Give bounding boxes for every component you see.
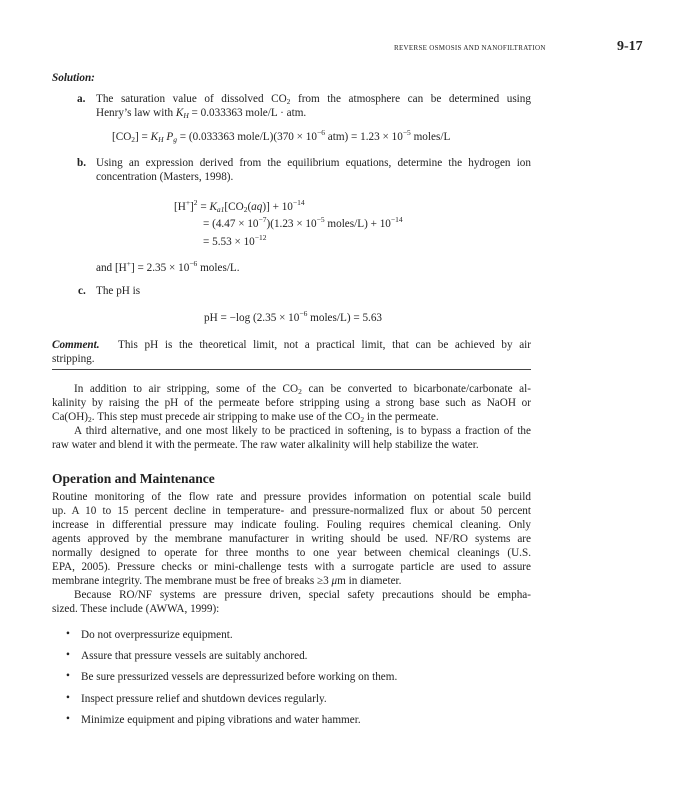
part-c-marker: c. — [78, 285, 86, 297]
om-paragraph-2-line1: Because RO/NF systems are pressure driven, special safety precautions should be empha- — [74, 589, 531, 601]
part-a-line1: The saturation value of dissolved $CO_2$ from the atmosphere can be determined using — [96, 93, 531, 106]
bullet-item-2: Assure that pressure vessels are suitably anchored. — [81, 650, 308, 662]
section-divider — [52, 369, 531, 370]
comment-line1: This pH is the theoretical limit, not a practical limit, that can be achieved by air — [118, 339, 531, 351]
bullet-marker: • — [66, 713, 70, 725]
part-b-marker: b. — [77, 157, 87, 169]
paragraph-1-line1: In addition to air stripping, some of the $CO_2$ can be converted to bicarbonate/carbonate al- — [74, 383, 531, 396]
part-a-line2: Henry’s law with $K_H = 0.033363$ mole/L · atm. — [96, 107, 307, 120]
bullet-marker: • — [66, 692, 70, 704]
bullet-marker: • — [66, 628, 70, 640]
bullet-item-3: Be sure pressurized vessels are depressurized before working on them. — [81, 671, 398, 683]
paragraph-2-line2: raw water and blend it with the permeate. The raw water alkalinity will help stabilize the water. — [52, 439, 479, 451]
paragraph-2-line1: A third alternative, and one most likely to be practiced in softening, is to bypass a fraction of the — [74, 425, 531, 437]
bullet-marker: • — [66, 649, 70, 661]
om-paragraph-2-line2: sized. These include (AWWA, 1999): — [52, 603, 220, 615]
part-b-eq2: = $(4.47 \times 10^{-7})(1.23 \times 10^{-5}$ moles/L) + $10^{-14}$ — [203, 215, 403, 230]
om-paragraph-1-line5: normally designed to operate for three months to one year between chemical cleanings (U.S. — [52, 547, 531, 559]
part-c-equation: pH = −log ($2.35 \times 10^{-6}$ moles/L) = 5.63 — [204, 309, 383, 324]
page-number: 9-17 — [617, 39, 643, 54]
om-paragraph-1-line3: increase in differential pressure may indicate fouling. Fouling requires chemical cleaning. Only — [52, 519, 531, 531]
bullet-item-4: Inspect pressure relief and shutdown devices regularly. — [81, 693, 327, 705]
part-b-result: and $[H^+] = 2.35 \times 10^{-6}$ moles/L. — [96, 259, 240, 274]
bullet-item-1: Do not overpressurize equipment. — [81, 629, 233, 641]
om-paragraph-1-line4: agents approved by the membrane manufacturer in writing should be used. NF/RO systems are — [52, 533, 531, 545]
part-b-eq3: = $5.53 \times 10^{-12}$ — [203, 233, 267, 248]
paragraph-1-line2: kalinity by raising the pH of the permeate before stripping using a strong base such as NaOH or — [52, 397, 531, 409]
part-b-eq1: $[H^+]^2 = K_{a1}[CO_2(aq)] + 10^{-14}$ — [174, 198, 305, 214]
part-a-marker: a. — [77, 93, 86, 105]
comment-label: Comment. — [52, 339, 100, 351]
solution-label: Solution: — [52, 72, 95, 84]
part-c-text: The pH is — [96, 285, 141, 297]
bullet-marker: • — [66, 670, 70, 682]
om-paragraph-1-line7: membrane integrity. The membrane must be free of breaks ≥3 μm in diameter. — [52, 575, 402, 587]
bullet-item-5: Minimize equipment and piping vibrations and water hammer. — [81, 714, 361, 726]
running-header-title: REVERSE OSMOSIS AND NANOFILTRATION — [394, 44, 546, 52]
comment-line2: stripping. — [52, 353, 95, 365]
om-paragraph-1-line6: EPA, 2005). Pressure checks or mini-challenge tests with a surrogate particle are used to assure — [52, 561, 531, 573]
om-paragraph-1-line2: up. A 10 to 15 percent decline in temperature- and pressure-normalized flux or about 50 percent — [52, 505, 531, 517]
part-b-line2: concentration (Masters, 1998). — [96, 171, 234, 183]
section-heading: Operation and Maintenance — [52, 471, 215, 486]
om-paragraph-1-line1: Routine monitoring of the flow rate and pressure provides information on potential scale build — [52, 491, 531, 503]
part-a-equation: $[CO_2] = K_H$ $P_g = (0.033363$ mole/L)(370 × $10^{-6}$ $atm) = 1.23 \times 10^{-5}$ moles/L — [112, 128, 451, 144]
part-b-line1: Using an expression derived from the equilibrium equations, determine the hydrogen ion — [96, 157, 531, 169]
paragraph-1-line3: $Ca(OH)_2$. This step must precede air stripping to make use of the $CO_2$ in the permeate. — [52, 411, 439, 424]
